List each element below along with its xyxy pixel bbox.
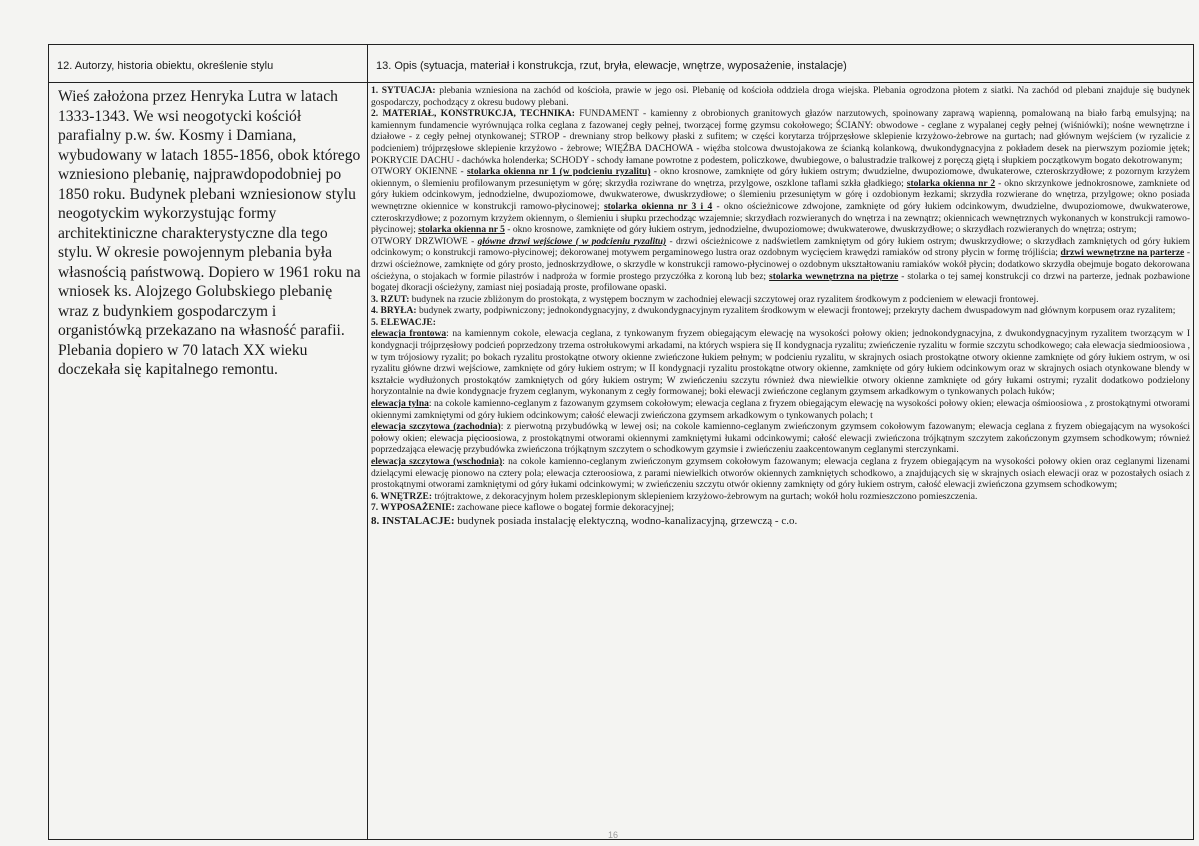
section-mass: 4. BRYŁA: budynek zwarty, podpiwniczony; jednokondygnacyjny, z dwukondygnacyjnym ryzalitem środkowym w elewacji frontowej; przekryty dachem dwuspadowym nad głównym korpusem oraz ryzalitem; <box>371 306 1176 317</box>
elevation-rear: elewacja tylna: na cokole kamienno-ceglanym z fazowanym gzymsem cokołowym; elewacja ceglana z fryzem obiegającym elewację na wysokości połowy okien; elewacja ośmioosiowa , z prostokątnymi otworami okiennymi zamkniętymi od góry łukiem odcinkowym; całość elewacji zwieńczona gzymsem arkadkowym o tynkowanych polach; t <box>371 399 1190 421</box>
history-text: Wieś założona przez Henryka Lutra w latach 1333-1343. We wsi neogotycki kościół parafialny p.w. św. Kosmy i Damiana, wybudowany w latach 1855-1856, obok którego wzniesiono plebanię, najprawdopodobniej po 1850 roku. Budynek plebani wzniesionow stylu neogotyckim wykorzystując formy architektiniczne charakterystyczne dla tego stylu. W okresie powojennym plebania była własnością państwową. Dopiero w 1961 roku na wniosek ks. Alojzego Golubskiego plebanię wraz z budynkiem gospodarczym i organistówką przekazano na własność parafii. Plebania dopiero w 70 latach XX wieku doczekała się kapitalnego remontu. <box>58 88 361 378</box>
column-description <box>368 45 1193 839</box>
section-elevations-title: 5. ELEWACJE: <box>371 317 436 328</box>
section-window-openings: OTWORY OKIENNE - stolarka okienna nr 1 (w podcieniu ryzalitu) - okno krosnowe, zamknięte od góry łukiem ostrym; dwudzielne, dwupoziomowe, dwukaterowe, czteroskrzydłowe; z pozornym krzyżem okiennym, o ślemieniu profilowanym przesuniętym w górę; skrzydła roziwrane do wnętrza, przylgowe, oszklone taflami szkła gładkiego; stolarka okienna nr 2 - okno skrzynkowe jednokrosnowe, zamkniete od góry łukiem odcinkowym, jednodzielne, dwupoziomowe, dwukwaterowe, dwuskrzydłowe; o ślemieniu przesuniętym w górę i ozdobionym łezkami; skrzydła rozwierane do wnętrza, przylgowe; okno posiada wewnętrzne okiennice w konstrukcji ramowo-płycinowej; stolarka okienna nr 3 i 4 - okno ościeżnicowe zdwojone, zamknięte od góry łukiem odcinkowym, dwudzielne, dwupoziomowe, dwukwaterowe, czteroskrzydłowe; z pozornym krzyżem okiennym, o ślemieniu i słupku przechodząc wzajemnie; skrzydłach rozwieranych do wnętrza i na zewnątrz; okiennicach wewnętrznych wykonanych w konstrukcji ramowo-płycinowej; stolarka okienna nr 5 - okno krosnowe, zamknięte od góry łukiem ostrym, jednodzielne, dwupoziomowe; dwukwaterowe, dwuskrzydłowe; o skrzydłach rozwieranych do wnętrza; ostrym; <box>371 167 1191 236</box>
elevation-west: elewacja szczytowa (zachodnia): z pierwotną przybudówką w lewej osi; na cokole kamienno-ceglanym zwieńczonym gzymsem cokołowym fazowanym; elewacja ceglana z fryzem obiegającym na wysokości połowy okien; elewacja pięcioosiowa, z prostokątnymi otworami okiennymi zamkniętymi łukami odcinkowymi; całość elewacji zwieńczona trójkątnym szczytem zakończonym gzymsem schodkowym; również poprzedzająca elewację przybudówka zwieńczona trójkątnym szczytem o schodkowym gzymsie i zwieńczeniu zaakcentowanym ceglanymi sterczynkami. <box>371 422 1190 456</box>
section-installations: 8. INSTALACJE: budynek posiada instalację elektyczną, wodno-kanalizacyjną, grzewczą - c.o. <box>371 514 798 527</box>
page-footer-mark: 16 <box>608 830 619 840</box>
elevation-front: elewacja frontowa: na kamiennym cokole, elewacja ceglana, z tynkowanym fryzem obiegającym elewację na wysokości połowy okien; jednokondygnacyjna, z dwukondygnacyjnym ryzalitem tworzącym w I kondygnacji trójprzęsłowy podcień poprzedzony trzema ostrołukowymi arkadami, na których wspiera się II kondygnacja ryzalitu; zwieńczenie ryzalitu w formie szczytu schodkowego; cała elewacja siedmioosiowa , w tym trójosiowy ryzalit; po bokach ryzalitu prostokątne otwory okienne zwieńczone łukiem pełnym; w podcieniu ryzalitu, w skrajnych osiach prostokątne otwory okienne zamknięte od góry łukiem ostrym, w osi ryzalitu główne drzwi wejściowe, zamknięte od góry łukiem ostrym; w II kondygnacji ryzalitu prostokątne otwory okienne, zamknięte od góry łukiem odcinkowym oraz w skrajnych osiach otynkowane blendy w kształcie wydłużonych prostokątów zamkniętych od góry łukiem ostrym; W zwieńczeniu szczytu również dwa niewielkie otwory okienne zamknięte od góry łukami ostrymi; ryzalit dodatkowo podzielony horyzontalnie na dwie kondygnacje fryzem ceglanym, wykonanym z cegły formowanej; boki elewacji zwieńczone ceglanym gzymsem arkadkowym o tynkowanych polach łuków; <box>371 329 1190 398</box>
section-plan: 3. RZUT: budynek na rzucie zbliżonym do prostokąta, z występem bocznym w zachodniej elewacji szczytowej oraz ryzalitem środkowym z podcieniem w elewacji frontowej. <box>371 294 1039 305</box>
column-header-authors-history: 12. Autorzy, historia obiektu, określenie stylu <box>49 45 367 83</box>
section-interior: 6. WNĘTRZE: trójtraktowe, z dekoracyjnym holem przesklepionym sklepieniem krzyżowo-żebrowym na gurtach; wokół holu rozmieszczono pomieszczenia. <box>371 491 978 502</box>
section-door-openings: OTWORY DRZWIOWE - główne drzwi wejściowe ( w podcieniu ryzalitu) - drzwi ościeżnicowe z nadświetlem zamkniętym od góry łukiem ostrym; dwuskrzydłowe; o skrzydłach zamkniętych od góry łukiem odcinkowym; o konstrukcji ramowo-płycinowej; dekorowanej motywem pergaminowego lustra oraz ozdobnym wycięciem krawędzi ramiaków od strony płycin w formę trójliścia; drzwi wewnętrzne na parterze - drzwi ościeżnowe, zamknięte od góry prosto, jednoskrzydłowe, o skrzydle w konstrukcji ramowo-płycinowej o ozdobnym ukształtowaniu ramiaków wokół płycin; dodatkowo skrzydła obejmuje bogato dekorowana ościeżyna, o stojakach w formie pilastrów i nadproża w formie prostego przyczółka z koroną lub bez; stolarka wewnętrzna na piętrze - stolarka o tej samej konstrukcji co drzwi na parterze, jednak pozbawione bogatej dkoracji ościeżyny, zamiast niej posiadają proste, profilowane opaski. <box>371 236 1191 294</box>
section-situation: 1. SYTUACJA: plebania wzniesiona na zachód od kościoła, prawie w jego osi. Plebanię od kościoła oddziela droga wiejska. Plebania ogrodzona płotem z siatki. Na zachód od plebani znajduje się budynek gospodarczy, pochodzący z okresu budowy plebani. <box>371 86 1190 108</box>
elevation-east: elewacja szczytowa (wschodnia): na cokole kamienno-ceglanym zwieńczonym gzymsem cokołowym fazowanym; elewacja ceglana z fryzem obiegającym na wysokości połowy okien oraz ceglanymi lizenami dzielącymi elewację pionowo na cztery pola; elewacja czteroosiowa, z parami niewielkich otworów okiennych zamkniętych schodkowo, a znajdujących się w skrajnych osiach elewacji oraz w pozostałych osiach z prostokątnymi otworami zamkniętymi od góry łukami odcinkowymi; w zwieńczeniu szczytu otwór okienny zamknięty od góry łukiem ostrym, całość elewacji zwieńczona gzymsem schodkowym; <box>371 457 1191 491</box>
column-header-description: 13. Opis (sytuacja, materiał i konstrukcja, rzut, bryła, elewacje, wnętrze, wyposażenie, instalacje) <box>368 45 1193 83</box>
column-authors-history <box>49 45 368 839</box>
section-material: 2. MATERIAŁ, KONSTRUKCJA, TECHNIKA: FUNDAMENT - kamienny z obrobionych granitowych głazów narzutowych, spoinowany zaprawą wapienną, pomalowaną na biało farbą emulsyjną; na kamiennym fundamencie wyrównująca rolka ceglana z fazowanej cegły pełnej, tworzącej formę gzymsu cokołowego; ŚCIANY: obwodowe - ceglane z wypalanej cegły pełnej (wiśniówki); nośne wewnętrzne i działowe - z cegły pełnej otynkowanej; STROP - drewniany strop belkowy płaski z sufitem; w części korytarza trójprzęsłowe sklepienie krzyżowo-żebrowe na gurtach; nad głównym wejściem (w ryzalicie z podcieniem) trójprzęsłowe sklepienie krzyżowo - żebrowe; WIĘŹBA DACHOWA - więźba stolcowa dwustojakowa ze ścianką kolankową, dwukondygnacyjna z pokładem desek na pierwszym poziomie jętek; POKRYCIE DACHU - dachówka holenderka; SCHODY - schody łamane powrotne z podestem, policzkowe, dwubiegowe, o balustradzie tralkowej z poręczą giętą i słupkiem początkowym bogato dekotrowanym; <box>371 109 1190 166</box>
record-card-table <box>48 44 1194 840</box>
section-equipment: 7. WYPOSAŻENIE: zachowane piece kaflowe o bogatej formie dekoracyjnej; <box>371 503 674 514</box>
description-text <box>368 83 1193 528</box>
